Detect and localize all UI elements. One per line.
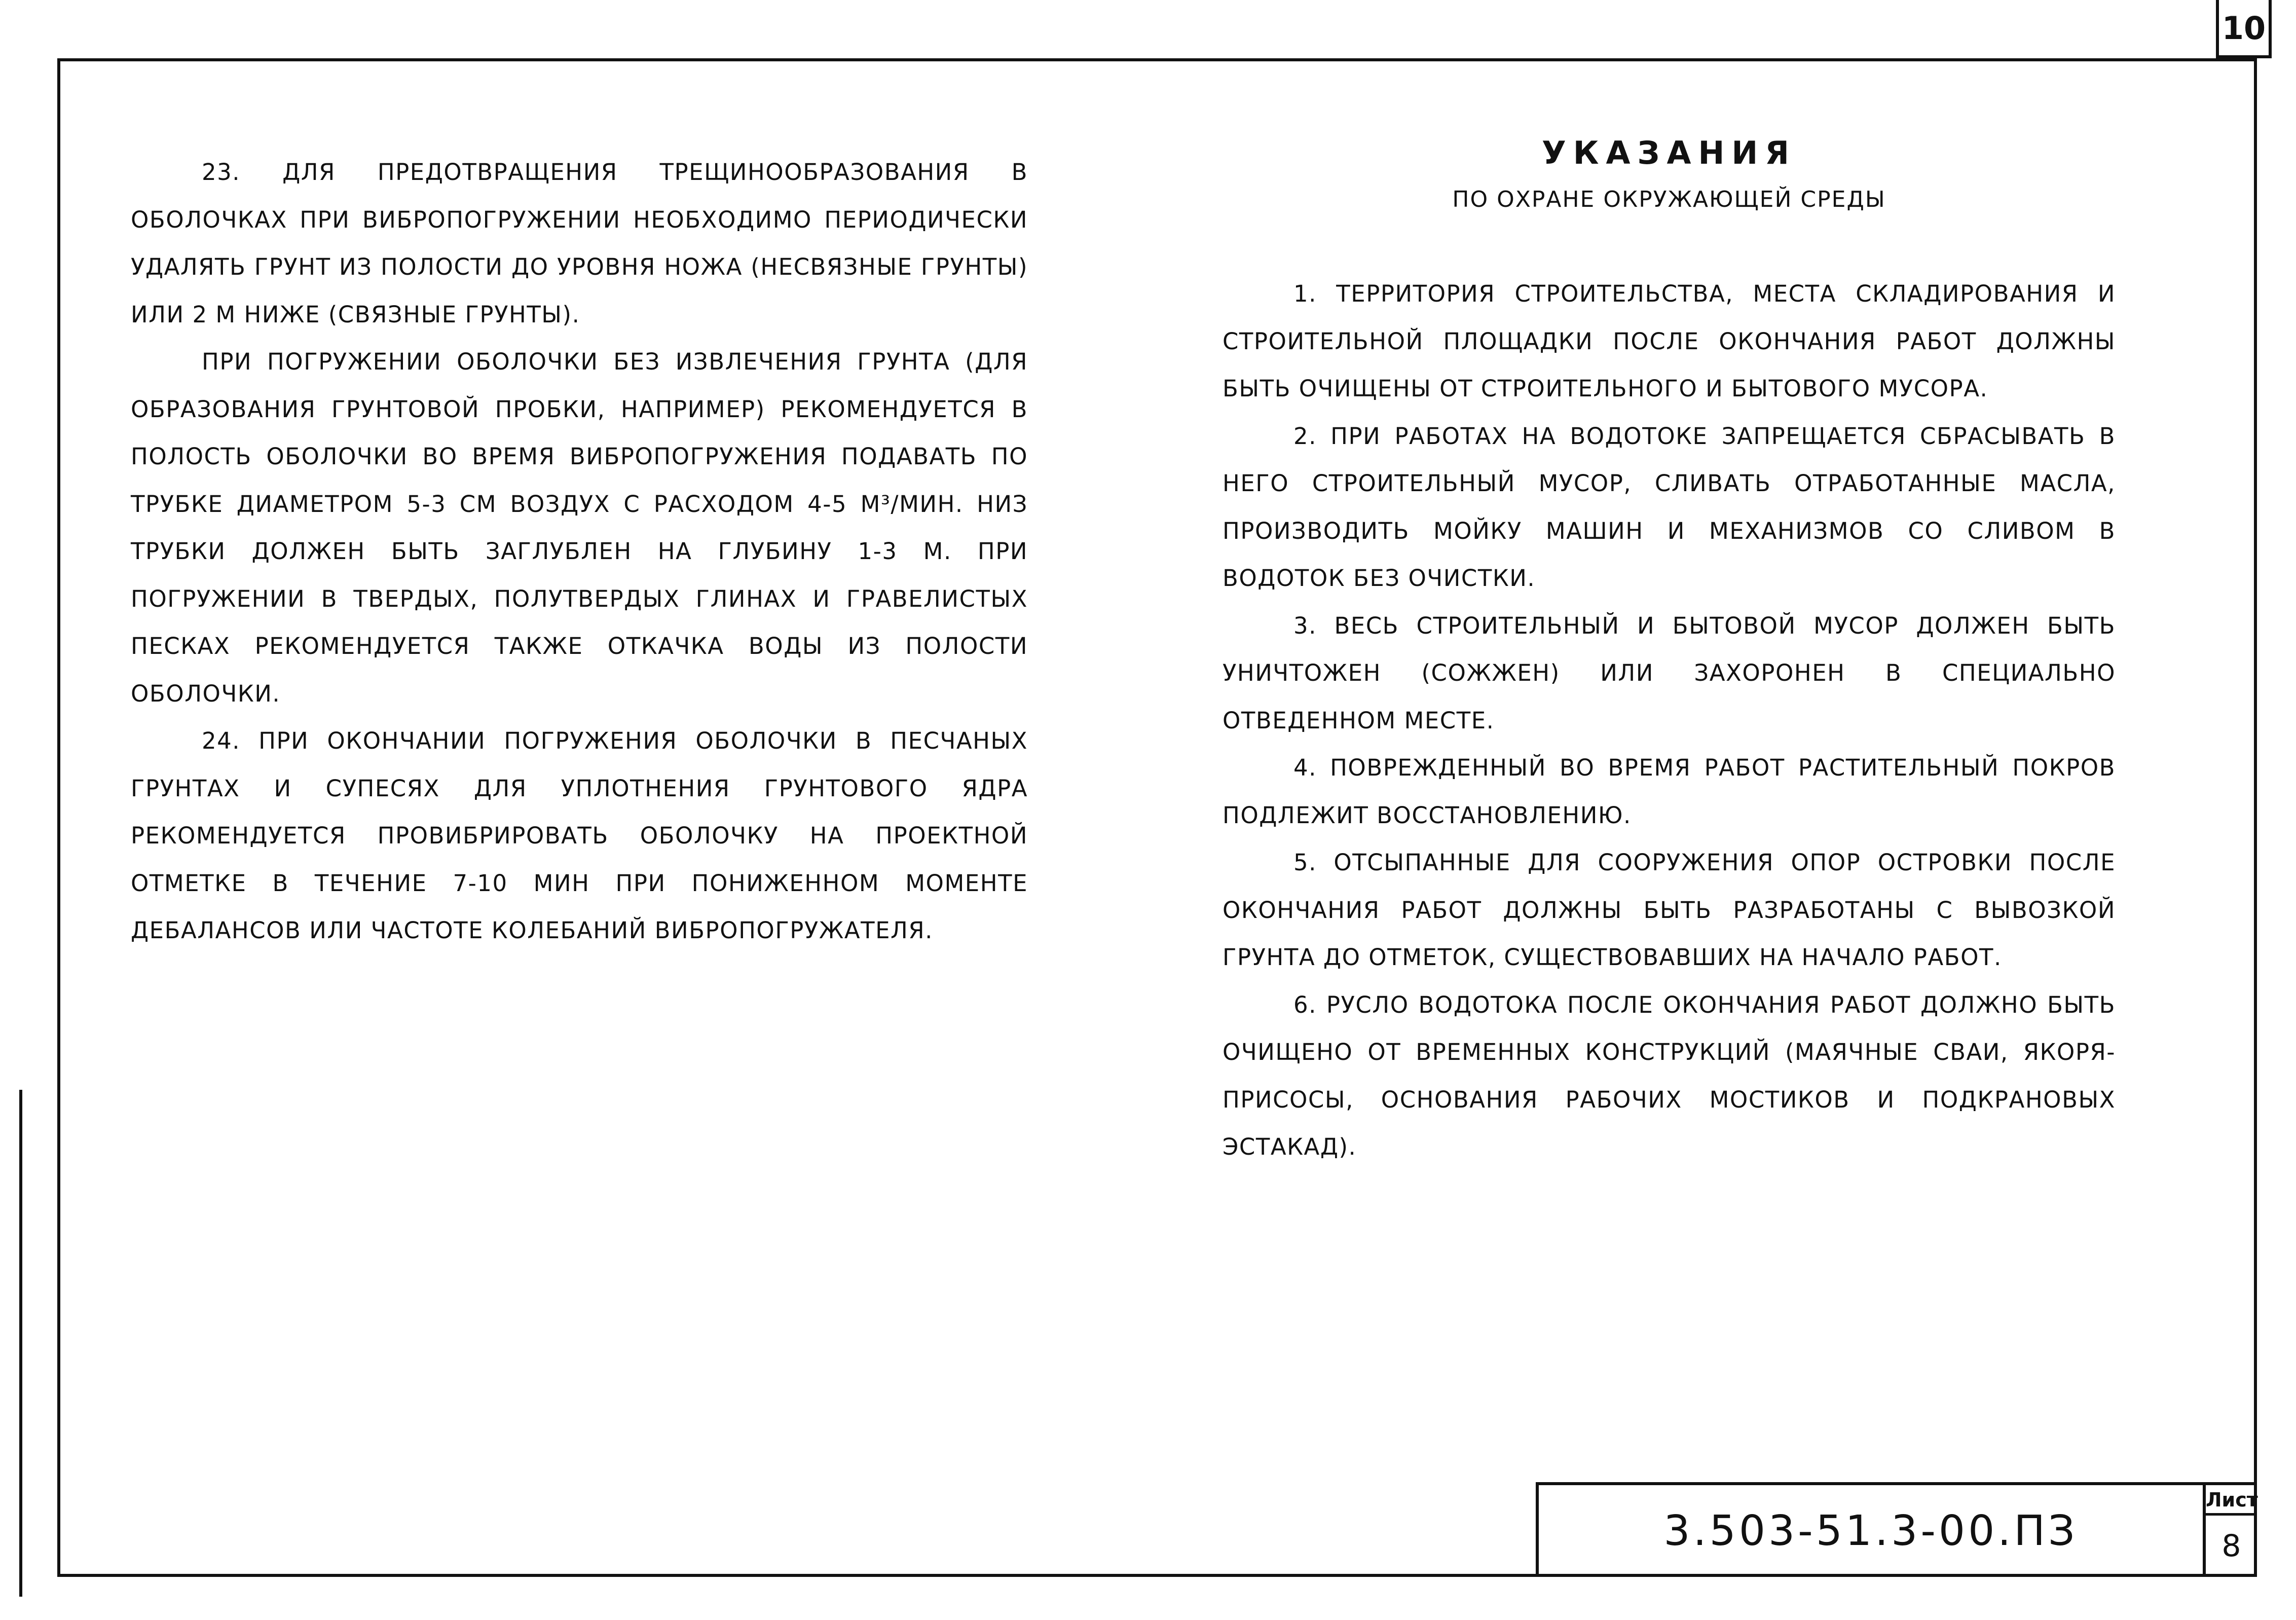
right-column xyxy=(1223,270,2116,1171)
sheet-number: 8 xyxy=(2221,1528,2241,1564)
paragraph-23b-text: ПРИ ПОГРУЖЕНИИ ОБОЛОЧКИ БЕЗ ИЗВЛЕЧЕНИЯ ГРУНТА (ДЛЯ ОБРАЗОВАНИЯ ГРУНТОВОЙ ПРОБКИ, НАПРИМЕР) РЕКОМЕНДУЕТСЯ В ПОЛОСТЬ ОБОЛОЧКИ ВО ВРЕМЯ ВИБРОПОГРУЖЕНИЯ ПОДАВАТЬ ПО ТРУБКЕ ДИАМЕТРОМ 5-3 СМ ВОЗДУХ С РАСХОДОМ 4-5 М³/МИН. НИЗ ТРУБКИ ДОЛЖЕН БЫТЬ ЗАГЛУБЛЕН НА ГЛУБИНУ 1-3 М. ПРИ ПОГРУЖЕНИИ В ТВЕРДЫХ, ПОЛУТВЕРДЫХ ГЛИНАХ И ГРАВЕЛИСТЫХ ПЕСКАХ РЕКОМЕНДУЕТСЯ ТАКЖЕ ОТКАЧКА ВОДЫ ИЗ ПОЛОСТИ ОБОЛОЧКИ. xyxy=(131,348,1028,707)
paragraph-23: 23. ДЛЯ ПРЕДОТВРАЩЕНИЯ ТРЕЩИНООБРАЗОВАНИЯ В ОБОЛОЧКАХ ПРИ ВИБРОПОГРУЖЕНИИ НЕОБХОДИМО ПЕРИОДИЧЕСКИ УДАЛЯТЬ ГРУНТ ИЗ ПОЛОСТИ ДО УРОВНЯ НОЖА (НЕСВЯЗНЫЕ ГРУНТЫ) ИЛИ 2 М НИЖЕ (СВЯЗНЫЕ ГРУНТЫ). xyxy=(131,159,1028,328)
sheet-cell xyxy=(2203,1485,2257,1577)
instruction-item-4: 4. ПОВРЕЖДЕННЫЙ ВО ВРЕМЯ РАБОТ РАСТИТЕЛЬНЫЙ ПОКРОВ ПОДЛЕЖИТ ВОССТАНОВЛЕНИЮ. xyxy=(1223,754,2116,829)
paragraph-24: 24. ПРИ ОКОНЧАНИИ ПОГРУЖЕНИЯ ОБОЛОЧКИ В ПЕСЧАНЫХ ГРУНТАХ И СУПЕСЯХ ДЛЯ УПЛОТНЕНИЯ ГРУНТОВОГО ЯДРА РЕКОМЕНДУЕТСЯ ПРОВИБРИРОВАТЬ ОБОЛОЧКУ НА ПРОЕКТНОЙ ОТМЕТКЕ В ТЕЧЕНИЕ 7-10 МИН ПРИ ПОНИЖЕННОМ МОМЕНТЕ ДЕБАЛАНСОВ ИЛИ ЧАСТОТЕ КОЛЕБАНИЙ ВИБРОПОГРУЖАТЕЛЯ. xyxy=(131,727,1028,944)
instruction-item-6: 6. РУСЛО ВОДОТОКА ПОСЛЕ ОКОНЧАНИЯ РАБОТ ДОЛЖНО БЫТЬ ОЧИЩЕНО ОТ ВРЕМЕННЫХ КОНСТРУКЦИЙ (МАЯЧНЫЕ СВАИ, ЯКОРЯ-ПРИСОСЫ, ОСНОВАНИЯ РАБОЧИХ МОСТИКОВ И ПОДКРАНОВЫХ ЭСТАКАД). xyxy=(1223,991,2116,1160)
left-column xyxy=(131,149,1028,954)
sheet-label: Лист xyxy=(2206,1485,2257,1516)
corner-page-number: 10 xyxy=(2216,0,2272,58)
instruction-item-5: 5. ОТСЫПАННЫЕ ДЛЯ СООРУЖЕНИЯ ОПОР ОСТРОВКИ ПОСЛЕ ОКОНЧАНИЯ РАБОТ ДОЛЖНЫ БЫТЬ РАЗРАБОТАНЫ С ВЫВОЗКОЙ ГРУНТА ДО ОТМЕТОК, СУЩЕСТВОВАВШИХ НА НАЧАЛО РАБОТ. xyxy=(1223,849,2116,971)
instruction-item-2: 2. ПРИ РАБОТАХ НА ВОДОТОКЕ ЗАПРЕЩАЕТСЯ СБРАСЫВАТЬ В НЕГО СТРОИТЕЛЬНЫЙ МУСОР, СЛИВАТЬ ОТРАБОТАННЫЕ МАСЛА, ПРОИЗВОДИТЬ МОЙКУ МАШИН И МЕХАНИЗМОВ СО СЛИВОМ В ВОДОТОК БЕЗ ОЧИСТКИ. xyxy=(1223,422,2116,592)
section-title: УКАЗАНИЯ xyxy=(1541,134,1796,171)
paragraph-23-continued xyxy=(131,338,1028,717)
instruction-item-3: 3. ВЕСЬ СТРОИТЕЛЬНЫЙ И БЫТОВОЙ МУСОР ДОЛЖЕН БЫТЬ УНИЧТОЖЕН (СОЖЖЕН) ИЛИ ЗАХОРОНЕН В СПЕЦИАЛЬНО ОТВЕДЕННОМ МЕСТЕ. xyxy=(1223,612,2116,734)
binding-margin-line xyxy=(19,1090,22,1597)
instruction-item-1: 1. ТЕРРИТОРИЯ СТРОИТЕЛЬСТВА, МЕСТА СКЛАДИРОВАНИЯ И СТРОИТЕЛЬНОЙ ПЛОЩАДКИ ПОСЛЕ ОКОНЧАНИЯ РАБОТ ДОЛЖНЫ БЫТЬ ОЧИЩЕНЫ ОТ СТРОИТЕЛЬНОГО И БЫТОВОГО МУСОРА. xyxy=(1223,280,2116,402)
document-code: 3.503-51.3-00.ПЗ xyxy=(1663,1507,2078,1555)
title-block-stamp xyxy=(1536,1482,2257,1577)
section-subtitle: ПО ОХРАНЕ ОКРУЖАЮЩЕЙ СРЕДЫ xyxy=(1452,187,1886,212)
